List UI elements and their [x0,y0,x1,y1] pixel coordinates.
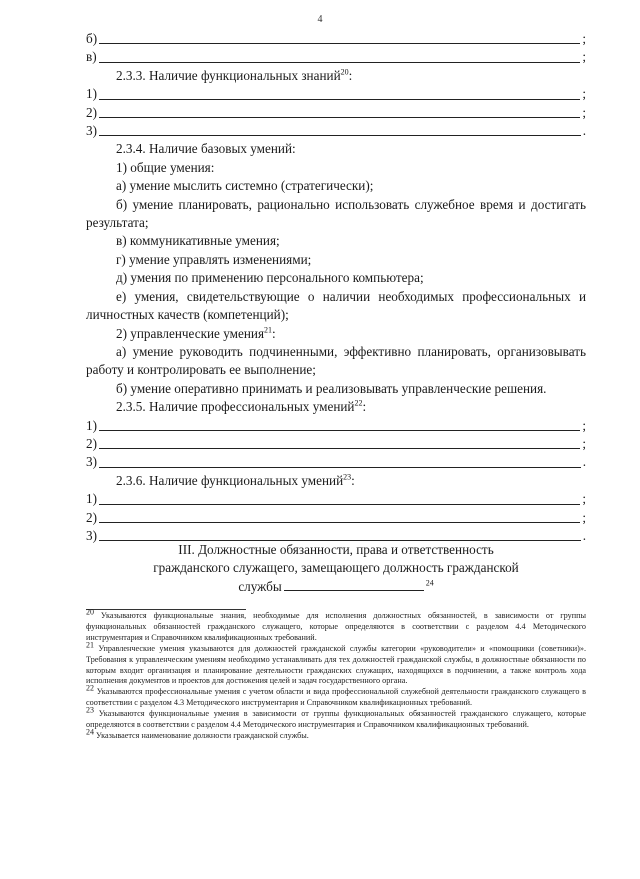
blank-field[interactable] [99,429,580,431]
blank-line [86,85,586,103]
footnote-separator [86,609,246,610]
punct: . [582,123,586,139]
section-heading-text: службы [238,578,282,594]
footnote-number: 21 [86,639,94,649]
blank-line [86,435,586,453]
heading-text: 2.3.6. Наличие функциональных умений [116,472,344,488]
item-label: 1) [86,417,97,433]
item-label: 3) [86,527,97,543]
footnote [86,607,587,644]
blank-field[interactable] [99,61,581,63]
footnote-number: 23 [86,705,94,715]
punct: . [582,527,586,543]
list-item: 2) управленческие умения$^{21}$: [116,325,276,341]
footnote-number: 24 [86,727,94,737]
list-item: д) умения по применению персонального компьютера; [116,270,424,286]
footnote [86,727,586,742]
blank-line [86,453,586,471]
heading-2-3-3: 2.3.3. Наличие функциональных знаний$^{20}$: [116,67,353,83]
footnote-text: Указываются функциональные умения в зависимости от группы функциональных обязанностей гражданского служащего, которые определяются в соответствии с разделом 4.4 Методического инструментария и Справочником квалификационных требований. [86,709,586,730]
list-item: а) умение мыслить системно (стратегически); [116,178,374,194]
section-heading-line [86,578,586,596]
page-number: 4 [317,14,323,25]
section-heading-line: гражданского служащего, замещающего должность гражданской [153,560,519,576]
item-label: 1) [86,491,97,507]
blank-line [86,122,586,140]
punct: ; [582,86,586,102]
blank-line [86,417,586,435]
list-item: б) умение планировать, рационально использовать служебное время и достигать результата; [86,196,586,231]
footnote [86,639,587,688]
punct: ; [582,104,586,120]
list-item: б) умение оперативно принимать и реализовывать управленческие решения. [116,380,547,396]
section-heading-line: III. Должностные обязанности, права и ответственность [178,542,494,557]
punct: ; [582,491,586,507]
heading-2-3-5: 2.3.5. Наличие профессиональных умений$^{22}$: [116,398,367,415]
list-item: в) коммуникативные умения; [116,233,280,249]
list-item: г) умение управлять изменениями; [116,251,312,267]
blank-field[interactable] [99,466,581,468]
heading-2-3-6: 2.3.6. Наличие функциональных умений$^{23}$: [116,472,355,488]
punct: ; [582,435,586,451]
item-label: 2) [86,435,97,451]
punct: ; [582,417,586,433]
blank-field[interactable] [99,503,580,505]
item-label: б) [86,31,98,46]
blank-line-b [86,30,586,48]
footnote-ref[interactable]: 22 [354,398,363,408]
list-item: 1) общие умения: [116,159,215,175]
punct: ; [582,509,586,525]
blank-field[interactable] [99,521,580,523]
footnote [86,683,586,709]
footnotes [86,607,587,742]
heading-text: 2.3.3. Наличие функциональных знаний [116,67,341,83]
item-label: 3) [86,454,97,470]
footnote-text: Указывается наименование должности гражданской службы. [96,730,309,740]
blank-field[interactable] [99,447,580,449]
footnote-ref[interactable]: 24 [425,578,434,588]
item-label: 2) [86,509,97,525]
blank-line [86,509,586,527]
footnote-text: Управленческие умения указываются для должностей гражданской службы категории «руководители» и «помощники (советники)». Требования к управленческим умениям необходимо устанавливать для тех должностей гражданской службы, в должностные обязанности по которым входит организация и планирование деятельности гражданских служащих, находящихся в подчинении, а также контроль хода исполнения документов и проектов для достижения целей и задач государственного органа. [86,643,587,686]
blank-field[interactable] [99,98,580,100]
section-heading [86,541,586,596]
punct: ; [582,31,586,46]
footnote-text: Указываются функциональные знания, необходимые для исполнения должностных обязанностей, в зависимости от группы функциональных обязанностей гражданского служащего, которые определяются в соответствии с разделом 4.4 Методического инструментария и Справочником квалификационных требований. [86,611,587,642]
list-text: 2) управленческие умения [116,325,265,341]
punct: . [582,454,586,470]
footnote-text: Указываются профессиональные умения с учетом области и вида профессиональной служебной деятельности гражданского служащего в соответствии с разделом 4.3 Методического инструментария и Справочником квалификационных требований. [86,687,586,708]
blank-line-v [86,48,586,66]
blank-field[interactable] [99,134,581,136]
item-label: 1) [86,86,97,102]
blank-field[interactable] [99,42,580,44]
item-label: 2) [86,104,97,120]
blank-line [86,490,586,508]
item-label: в) [86,49,97,65]
footnote-ref[interactable]: 21 [264,325,273,335]
heading-text: 2.3.5. Наличие профессиональных умений [116,399,355,415]
footnote-number: 22 [86,683,94,693]
blank-line [86,104,586,122]
list-item: е) умения, свидетельствующие о наличии необходимых профессиональных и личностных качеств (компетенций); [86,288,586,323]
heading-2-3-4: 2.3.4. Наличие базовых умений: [116,141,296,157]
blank-field[interactable] [284,589,424,591]
footnote-ref[interactable]: 20 [340,67,349,77]
item-label: 3) [86,123,97,139]
list-item: а) умение руководить подчиненными, эффективно планировать, организовывать работу и контролировать ее выполнение; [86,343,586,378]
footnote [86,705,586,731]
blank-field[interactable] [99,116,580,118]
footnote-number: 20 [86,607,94,617]
document-body [86,30,586,545]
footnote-ref[interactable]: 23 [343,472,352,482]
punct: ; [582,49,586,65]
